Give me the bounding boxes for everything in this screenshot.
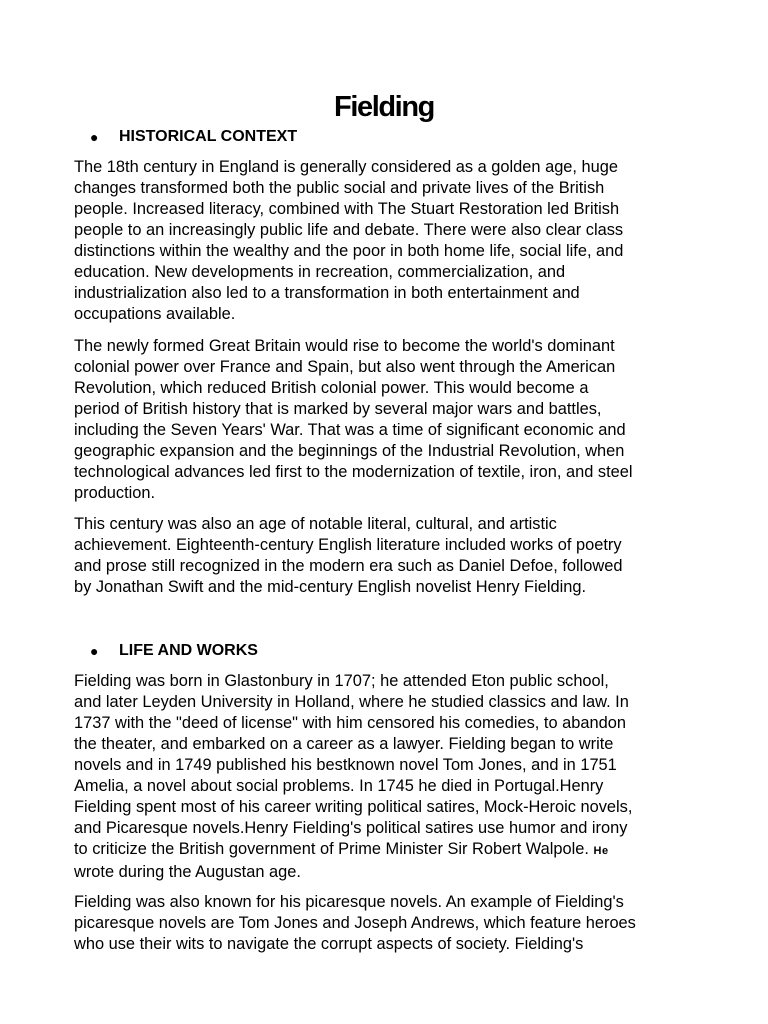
paragraph	[74, 336, 696, 504]
text-line: wrote during the Augustan age.	[74, 863, 301, 881]
section-heading-text: HISTORICAL CONTEXT	[119, 128, 298, 145]
text-line: novels and in 1749 published his bestknown novel Tom Jones, and in 1751	[74, 756, 617, 774]
text-line: including the Seven Years' War. That was a time of significant economic and	[74, 421, 626, 439]
text-line: 1737 with the "deed of license" with him censored his comedies, to abandon	[74, 714, 626, 732]
text-line: Fielding spent most of his career writing political satires, Mock-Heroic novels,	[74, 798, 633, 816]
page-title: Fielding	[334, 91, 434, 123]
text-line: The newly formed Great Britain would rise to become the world's dominant	[74, 337, 615, 355]
text-line: Fielding was born in Glastonbury in 1707; he attended Eton public school,	[74, 672, 609, 690]
text-line: the theater, and embarked on a career as a lawyer. Fielding began to write	[74, 735, 614, 753]
text-line: Revolution, which reduced British colonial power. This would become a	[74, 379, 589, 397]
paragraph	[74, 671, 696, 883]
text-line	[74, 839, 696, 862]
text-fragment: to criticize the British government of Prime Minister Sir Robert Walpole.	[74, 840, 589, 858]
text-line: people. Increased literacy, combined with The Stuart Restoration led British	[74, 200, 620, 218]
text-line: distinctions within the wealthy and the poor in both home life, social life, and	[74, 242, 624, 260]
text-line: colonial power over France and Spain, but also went through the American	[74, 358, 616, 376]
text-line: industrialization also led to a transformation in both entertainment and	[74, 284, 580, 302]
text-line: and Picaresque novels.Henry Fielding's political satires use humor and irony	[74, 819, 628, 837]
text-line: picaresque novels are Tom Jones and Joseph Andrews, which feature heroes	[74, 914, 636, 932]
text-line: and prose still recognized in the modern era such as Daniel Defoe, followed	[74, 557, 623, 575]
text-line: production.	[74, 484, 156, 502]
paragraph	[74, 157, 696, 325]
paragraph	[74, 514, 696, 598]
text-line: by Jonathan Swift and the mid-century English novelist Henry Fielding.	[74, 578, 587, 596]
text-line: achievement. Eighteenth-century English literature included works of poetry	[74, 536, 622, 554]
section-heading-text: LIFE AND WORKS	[119, 642, 258, 659]
bullet-icon: ●	[90, 643, 99, 659]
text-line: Amelia, a novel about social problems. In 1745 he died in Portugal.Henry	[74, 777, 604, 795]
text-line: Fielding was also known for his picaresque novels. An example of Fielding's	[74, 893, 624, 911]
bullet-icon: ●	[90, 129, 99, 145]
text-line: who use their wits to navigate the corrupt aspects of society. Fielding's	[74, 935, 584, 953]
text-line: technological advances led first to the modernization of textile, iron, and steel	[74, 463, 633, 481]
text-line: and later Leyden University in Holland, where he studied classics and law. In	[74, 693, 629, 711]
text-line: changes transformed both the public social and private lives of the British	[74, 179, 605, 197]
text-line: The 18th century in England is generally considered as a golden age, huge	[74, 158, 618, 176]
text-line: This century was also an age of notable literal, cultural, and artistic	[74, 515, 557, 533]
text-line: education. New developments in recreation, commercialization, and	[74, 263, 566, 281]
text-line: people to an increasingly public life and debate. There were also clear class	[74, 221, 624, 239]
small-text-fragment: He	[593, 845, 609, 857]
text-line: period of British history that is marked by several major wars and battles,	[74, 400, 602, 418]
text-line: geographic expansion and the beginnings of the Industrial Revolution, when	[74, 442, 625, 460]
text-line: occupations available.	[74, 305, 236, 323]
paragraph	[74, 892, 696, 955]
